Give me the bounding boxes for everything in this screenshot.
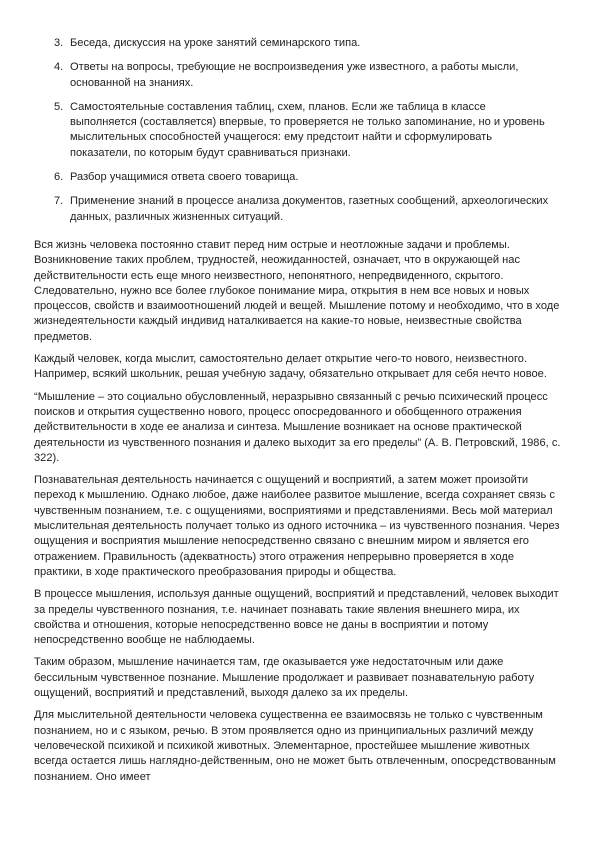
list-item (54, 170, 554, 185)
list-item (54, 36, 554, 51)
list-item (54, 100, 554, 161)
paragraph: Вся жизнь человека постоянно ставит перед ним острые и неотложные задачи и проблемы. Возникновение таких проблем, трудностей, неожиданностей, означает, что в окружающей нас действительности есть еще много неизвестного, непонятного, непредвиденного, скрытого. Следовательно, нужно все более глубокое понимание мира, открытия в нем все новых и новых процессов, свойств и взаимоотношений людей и вещей. Мышление потому и необходимо, что в ходе жизнедеятельности каждый индивид наталкивается на какие-то новые, неизвестные свойства предметов. (34, 239, 560, 343)
list-number: 3. (54, 37, 64, 49)
list-item-text: Самостоятельные составления таблиц, схем, планов. Если же таблица в классе выполняется (составляется) впервые, то проверяется не только запоминание, но и уровень мыслительных способностей учащегося: ему предстоит найти и сформулировать показатели, по которым будут сравниваться признаки. (70, 100, 545, 159)
list-number: 4. (54, 61, 64, 74)
list-item-text: Ответы на вопросы, требующие не воспроизведения уже известного, а работы мысли, основанной на знаниях. (70, 61, 519, 89)
paragraph: Для мыслительной деятельности человека существенна ее взаимосвязь не только с чувственным познанием, но и с языком, речью. В этом проявляется одно из принципиальных различий между человеческой психикой и психикой животных. Элементарное, простейшее мышление животных всегда остается лишь наглядно-действенным, оно не может быть отвлеченным, опосредствованным познанием. Оно имеет (34, 709, 556, 783)
list-number: 6. (54, 171, 64, 184)
body-text (34, 238, 561, 792)
list-number: 5. (54, 100, 64, 113)
list-item-text: Применение знаний в процессе анализа документов, газетных сообщений, археологических данных, различных жизненных ситуаций. (70, 195, 549, 223)
paragraph: В процессе мышления, используя данные ощущений, восприятий и представлений, человек выходит за пределы чувственного познания, т.е. начинает познавать такие явления внешнего мира, их свойства и отношения, которые непосредственно вовсе не даны в восприятии и потому непосредственно вообще не наблюдаемы. (34, 588, 559, 647)
quote-paragraph: “Мышление – это социально обусловленный, неразрывно связанный с речью психический процесс поисков и открытия существенно нового, процесс опосредованного и обобщенного отражения действительности в ходе ее анализа и синтеза. Мышление возникает на основе практической деятельности из чувственного познания и далеко выходит за его пределы” (А. В. Петровский, 1986, с. 322). (34, 390, 561, 464)
numbered-list (54, 36, 554, 234)
paragraph: Таким образом, мышление начинается там, где оказывается уже недостаточным или даже бессильным чувственное познание. Мышление продолжает и развивает познавательную работу ощущений, восприятий и представлений, выходя далеко за их пределы. (34, 656, 535, 700)
list-item-text: Беседа, дискуссия на уроке занятий семинарского типа. (70, 37, 361, 49)
list-item (54, 194, 554, 225)
paragraph: Познавательная деятельность начинается с ощущений и восприятий, а затем может произойти переход к мышлению. Однако любое, даже наиболее развитое мышление, всегда сохраняет связь с чувственным познанием, т.е. с ощущениями, восприятиями и представлениями. Весь мой материал мыслительная деятельность получает только из одного источника – из чувственного познания. Через ощущения и восприятия мышление непосредственно связано с внешним миром и является его отражением. Правильность (адекватность) этого отражения непрерывно проверяется в ходе практики, в ходе практического преобразования природы и общества. (34, 474, 560, 578)
list-number: 7. (54, 195, 64, 208)
list-item (54, 60, 554, 91)
list-item-text: Разбор учащимися ответа своего товарища. (70, 171, 299, 184)
paragraph: Каждый человек, когда мыслит, самостоятельно делает открытие чего-то нового, неизвестного. Например, всякий школьник, решая учебную задачу, обязательно открывает для себя нечто новое. (34, 353, 547, 381)
